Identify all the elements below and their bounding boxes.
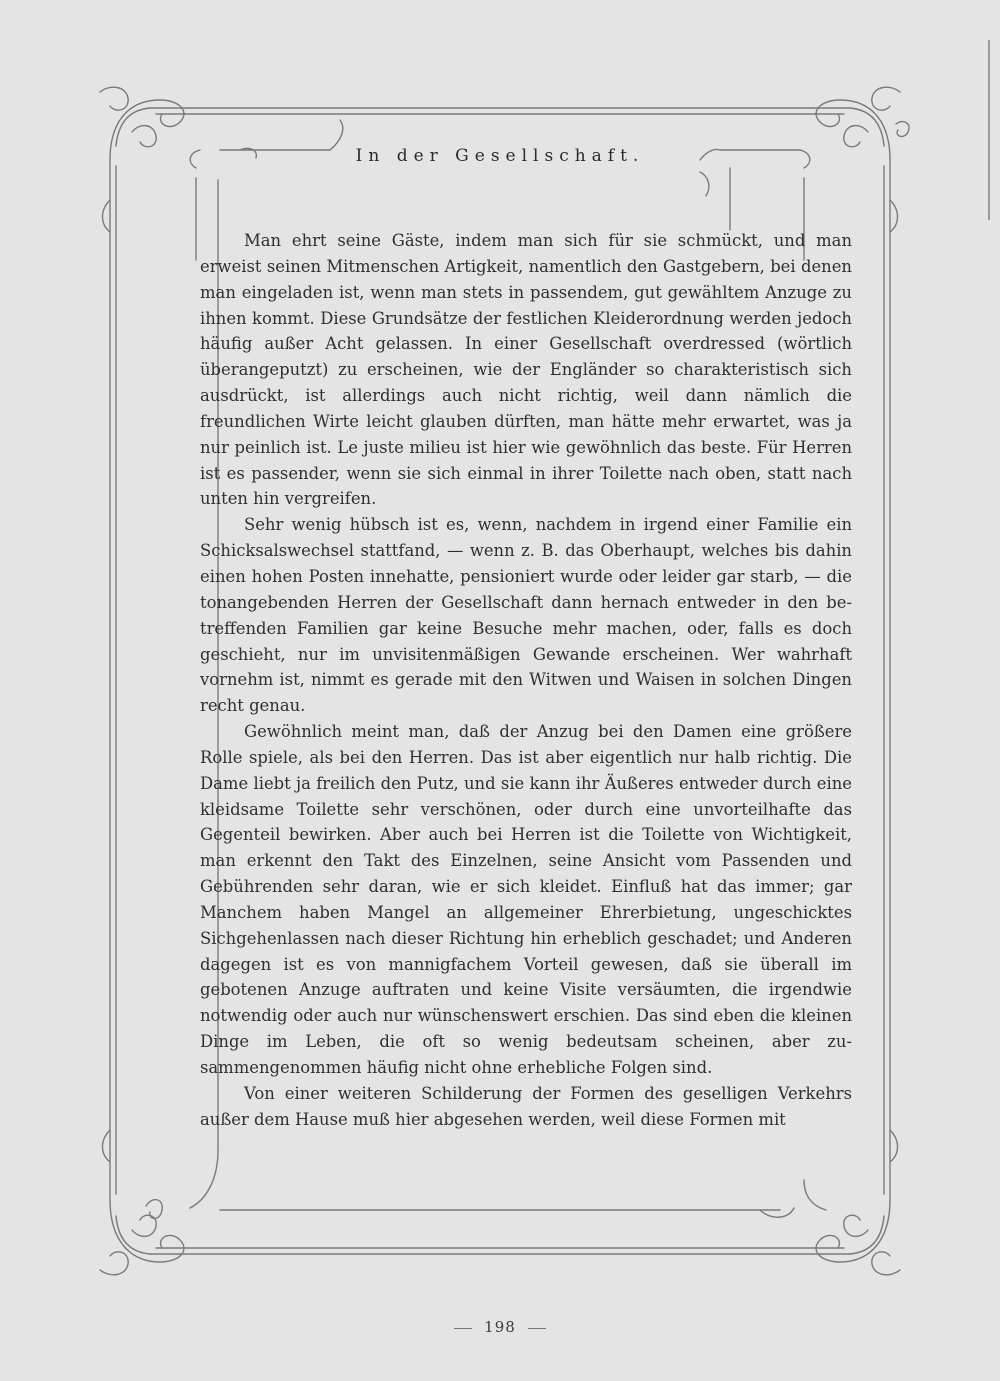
- left-dash: [454, 1328, 472, 1329]
- page-number-footer: [0, 1318, 1000, 1336]
- paragraph: Gewöhnlich meint man, daß der Anzug bei den Damen eine größere Rolle spiele, als bei den Herren. Das ist aber eigentlich nur halb richtig. Die Dame liebt ja freilich den Putz, und sie kann ihr Äußeres entweder durch eine kleidsame Toilette sehr verschönen, oder durch eine unvorteilhafte das Gegenteil bewirken. Aber auch bei Herren ist die Toilette von Wichtigkeit, man erkennt den Takt des Einzelnen, seine Ansicht vom Passenden und Gebührenden sehr daran, wie er sich kleidet. Einfluß hat das immer; gar Manchem haben Mangel an allgemeiner Ehrerbietung, ungeschicktes Sichgehenlassen nach dieser Richtung hin erheblich geschadet; und Anderen dagegen ist es von mannigfachem Vorteil gewesen, daß sie überall im gebotenen Anzuge auftraten und keine Visite versäumten, die irgendwie notwendig oder auch nur wünschenswert erschien. Das sind eben die kleinen Dinge im Leben, die oft so wenig bedeutsam scheinen, aber zusammengenommen häufig nicht ohne erhebliche Folgen sind.: [200, 722, 852, 1077]
- paragraph: Sehr wenig hübsch ist es, wenn, nachdem in irgend einer Familie ein Schicksalswechsel stattfand, — wenn z. B. das Oberhaupt, welches bis dahin einen hohen Posten innehatte, pensioniert wurde oder leider gar starb, — die tonangebenden Herren der Gesellschaft dann hernach entweder in den betreffenden Familien gar keine Besuche mehr machen, oder, falls es doch geschieht, nur im unvisitenmäßigen Gewande erscheinen. Wer wahrhaft vornehm ist, nimmt es gerade mit den Witwen und Waisen in solchen Dingen recht genau.: [200, 515, 852, 716]
- page-number: 198: [484, 1318, 516, 1336]
- paragraph: Man ehrt seine Gäste, indem man sich für sie schmückt, und man erweist seinen Mitmenschen Artigkeit, namentlich den Gastgebern, bei denen man eingeladen ist, wenn man stets in passendem, gut gewähltem Anzuge zu ihnen kommt. Diese Grundsätze der festlichen Kleiderordnung werden jedoch häufig außer Acht gelassen. In einer Gesellschaft overdressed (wörtlich überangeputzt) zu erscheinen, wie der Engländer so charakteristisch sich ausdrückt, ist allerdings auch nicht richtig, weil dann nämlich die freundlichen Wirte leicht glauben dürften, man hätte mehr erwartet, was ja nur peinlich ist. Le juste milieu ist hier wie gewöhnlich das beste. Für Herren ist es passender, wenn sie sich einmal in ihrer Toilette nach oben, statt nach unten hin vergreifen.: [200, 231, 852, 509]
- body-text: [200, 228, 852, 1133]
- paragraph: Von einer weiteren Schilderung der Formen des geselligen Verkehrs außer dem Hause muß hier abgesehen werden, weil diese Formen mit: [200, 1083, 852, 1129]
- page-heading: In der Gesellschaft.: [355, 146, 645, 166]
- right-dash: [528, 1328, 546, 1329]
